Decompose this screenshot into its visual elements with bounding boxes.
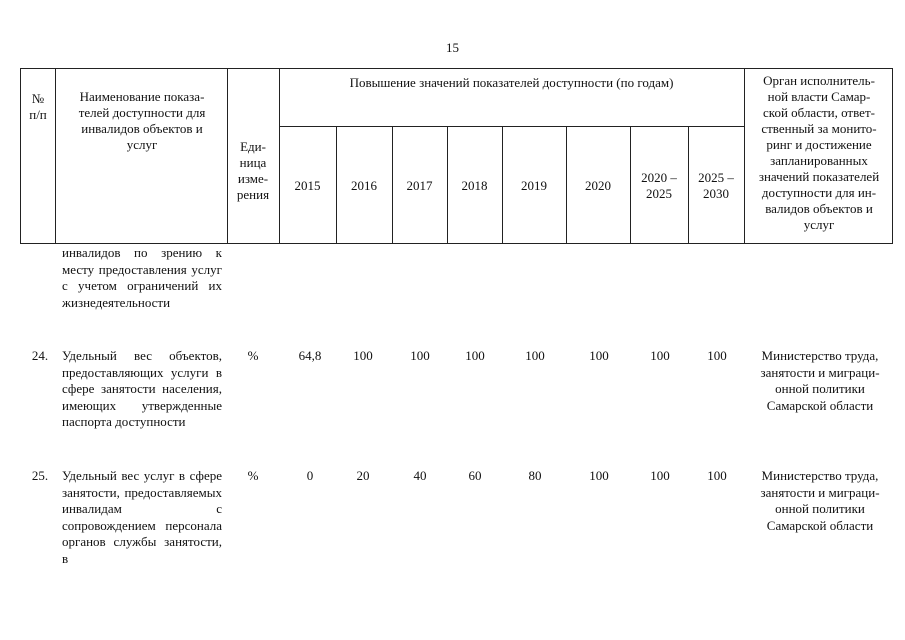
row-value: 100	[650, 348, 670, 363]
header-year: 2025 – 2030	[698, 169, 734, 201]
row-value: 100	[410, 348, 430, 363]
table-header	[20, 68, 893, 244]
header-year: 2020 – 2025	[641, 169, 677, 201]
row-value: 20	[356, 468, 370, 483]
row-value: 40	[413, 468, 427, 483]
row-value: 100	[353, 348, 373, 363]
header-year: 2015	[294, 177, 321, 193]
header-year: 2017	[406, 177, 433, 193]
header-year: 2020	[585, 177, 611, 193]
row-value: 80	[528, 468, 542, 483]
row-value: 100	[707, 348, 727, 363]
header-year: 2018	[461, 177, 488, 193]
row-value: 100	[525, 348, 545, 363]
row-organ: Министерство труда, занятости и миграци- онной политики Самарской области	[760, 348, 880, 413]
continuation-text: инвалидов по зрению к месту предоставления услуг с учетом ограничений их жизнедеятельности	[62, 245, 222, 310]
header-name: Наименование показа- телей доступности для инвалидов объектов и услуг	[78, 89, 206, 152]
row-value: 100	[589, 348, 609, 363]
row-unit: %	[247, 348, 259, 363]
row-value: 64,8	[298, 348, 322, 363]
row-value: 0	[306, 468, 314, 483]
row-unit: %	[247, 468, 259, 483]
row-value: 100	[707, 468, 727, 483]
row-value: 100	[650, 468, 670, 483]
row-value: 100	[589, 468, 609, 483]
row-value: 100	[465, 348, 485, 363]
header-year: 2016	[351, 177, 377, 193]
row-number: 25.	[31, 468, 49, 483]
row-name: Удельный вес услуг в сфере занятости, предоставляемых инвалидам с сопровождением персонала органов службы занятости, в	[62, 468, 222, 566]
header-num: № п/п	[29, 91, 47, 122]
page-number: 15	[446, 40, 459, 55]
header-year: 2019	[521, 177, 547, 193]
row-name: Удельный вес объектов, предоставляющих услуги в сфере занятости населения, имеющих утвержденные паспорта доступности	[62, 348, 222, 429]
header-unit: Еди- ница изме- рения	[236, 139, 270, 202]
row-organ: Министерство труда, занятости и миграци- онной политики Самарской области	[760, 468, 880, 533]
header-increase: Повышение значений показателей доступности (по годам)	[349, 75, 674, 90]
row-value: 60	[468, 468, 482, 483]
header-organ: Орган исполнитель- ной власти Самар- ской области, ответ- ственный за монито- ринг и достижение запланированных значений показателей доступности для ин- валидов объектов и услуг	[758, 73, 880, 232]
row-number: 24.	[31, 348, 49, 363]
